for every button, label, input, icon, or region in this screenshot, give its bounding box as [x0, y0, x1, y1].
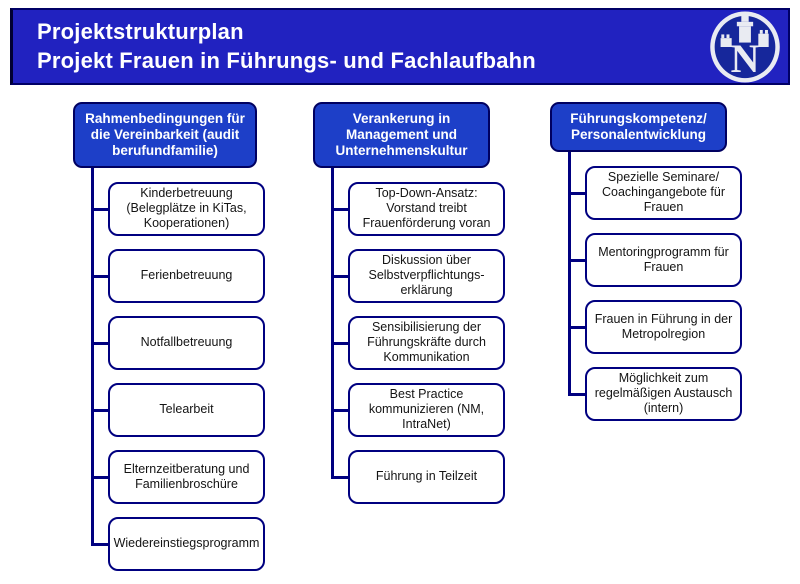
connector-trunk [568, 150, 571, 396]
node: Mentoringprogramm für Frauen [585, 233, 742, 287]
node: Möglichkeit zum regelmäßigen Austausch (intern) [585, 367, 742, 421]
node: Top-Down-Ansatz: Vorstand treibt Frauenförderung voran [348, 182, 505, 236]
node: Ferienbetreuung [108, 249, 265, 303]
column-header: Verankerung in Management und Unternehmenskultur [313, 102, 490, 168]
node: Notfallbetreuung [108, 316, 265, 370]
page-title [37, 17, 698, 75]
page-title-line2: Projekt Frauen in Führungs- und Fachlaufbahn [37, 48, 536, 74]
node: Elternzeitberatung und Familienbroschüre [108, 450, 265, 504]
node: Telearbeit [108, 383, 265, 437]
connector-trunk [331, 166, 334, 479]
node: Diskussion über Selbstverpflichtungs-erklärung [348, 249, 505, 303]
node: Best Practice kommunizieren (NM, IntraNet) [348, 383, 505, 437]
connector-trunk [91, 166, 94, 546]
nuernberger-castle-n-logo [708, 10, 782, 84]
title-bar [10, 8, 790, 85]
column-1 [313, 102, 505, 517]
node: Sensibilisierung der Führungskräfte durch Kommunikation [348, 316, 505, 370]
node: Frauen in Führung in der Metropolregion [585, 300, 742, 354]
column-header: Rahmenbedingungen für die Vereinbarkeit (audit berufundfamilie) [73, 102, 257, 168]
svg-text:N: N [730, 36, 760, 82]
node: Wiedereinstiegsprogramm [108, 517, 265, 571]
page-title-line1: Projektstrukturplan [37, 19, 244, 44]
column-2 [550, 102, 742, 434]
node: Spezielle Seminare/ Coachingangebote für Frauen [585, 166, 742, 220]
column-header: Führungskompetenz/ Personalentwicklung [550, 102, 727, 152]
node: Führung in Teilzeit [348, 450, 505, 504]
node: Kinderbetreuung (Belegplätze in KiTas, Kooperationen) [108, 182, 265, 236]
column-0 [73, 102, 265, 584]
